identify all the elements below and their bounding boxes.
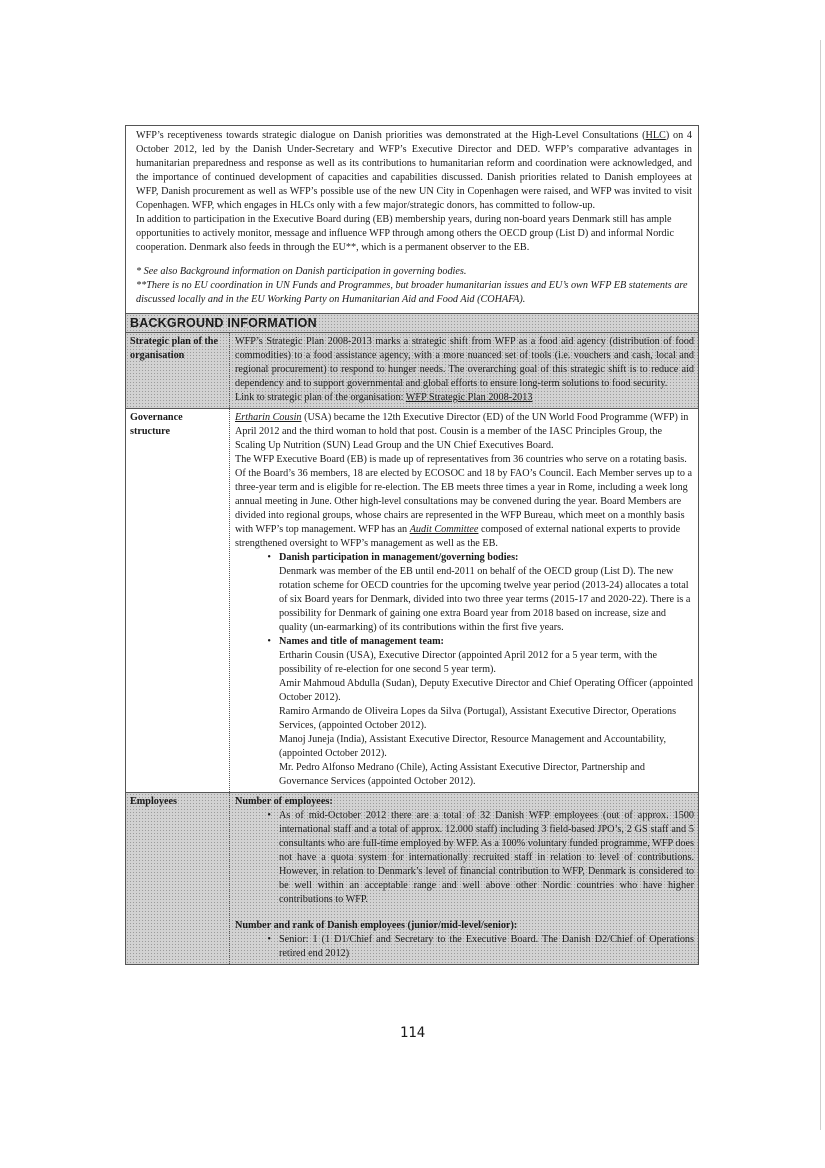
section-heading: BACKGROUND INFORMATION (126, 313, 698, 333)
list-item (235, 809, 694, 907)
management-team-heading: Names and title of management team: (279, 636, 444, 647)
strategic-link-line: Link to strategic plan of the organisation: WFP Strategic Plan 2008-2013 (235, 392, 533, 403)
team-member: Ertharin Cousin (USA), Executive Director (appointed April 2012 for a 5 year term, with the possibility of re-election for one second 5 year term). (279, 650, 657, 675)
bullet-icon: • (267, 810, 271, 821)
audit-committee-link[interactable]: Audit Committee (409, 524, 479, 535)
number-of-employees-heading: Number of employees: (235, 796, 333, 807)
row-content-employees (230, 793, 698, 964)
bullet-icon: • (267, 934, 271, 945)
list-item (235, 551, 694, 635)
bullet-icon: • (267, 636, 271, 647)
list-item (235, 933, 694, 961)
employees-text: As of mid-October 2012 there are a total of 32 Danish WFP employees (out of approx. 1500 international staff and a total of approx. 12.000 staff) including 3 field-based JPO’s, 2 GS staff and 5 consultants who are full-time employed by WFP. As a 100% voluntary funded programme, WFP does not have a quota system for internationally recruited staff in relation to level of contributions. However, in relation to Denmark’s level of financial contribution to WFP, Denmark is considered to be well within an acceptable range and well above other Nordic countries who have higher contributions to WFP. (279, 810, 694, 905)
info-table (125, 125, 699, 965)
team-member: Manoj Juneja (India), Assistant Executive Director, Resource Management and Accountability, (appointed October 2012). (279, 734, 667, 759)
ertharin-cousin-link[interactable]: Ertharin Cousin (235, 412, 302, 423)
hlc-link[interactable]: HLC (645, 130, 666, 141)
intro-paragraph-1: WFP’s receptiveness towards strategic dialogue on Danish priorities was demonstrated at the High-Level Consultations (HLC) on 4 October 2012, led by the Danish Under-Secretary and WFP’s Executive Director and DED. WFP’s comparative advantages in humanitarian preparedness and response as well as its contributions to humanitarian reform and coordination were acknowledged, and the importance of continued development of capacities and capabilities discussed. Danish priorities related to Danish employees at WFP, Danish procurement as well as WFP’s possible use of the new UN City in Copenhagen were raised, and WFP was invited to visit Copenhagen. WFP, which engages in HLCs only with a few major/strategic donors, has committed to follow-up. (136, 130, 692, 211)
rank-text: Senior: 1 (1 D1/Chief and Secretary to the Executive Board. The Danish D2/Chief of Operations retired end 2012) (279, 934, 694, 959)
row-strategic-plan (126, 333, 698, 409)
footnote-2: **There is no EU coordination in UN Funds and Programmes, but broader humanitarian issues and EU’s own WFP EB statements are discussed locally and in the EU Working Party on Humanitarian Aid and Food Aid (COHAFA). (136, 280, 688, 305)
row-label-employees: Employees (126, 793, 230, 964)
governance-paragraph-2: The WFP Executive Board (EB) is made up of representatives from 36 countries who serve on a rotating basis. Of the Board’s 36 members, 18 are elected by ECOSOC and 18 by FAO’s Council. Each Member serves up to a three-year term and is eligible for re-election. The EB meets three times a year in Rome, including a week long annual meeting in June. Other high-level consultations may be convened during the year. Board Members are divided into regional groups, whose chairs are represented in the WFP Bureau, which meet on a monthly basis with WFP’s top management. WFP has an Audit Committee composed of external national experts to provide strengthened oversight to WFP’s management as well as the EB. (235, 454, 693, 549)
bullet-icon: • (267, 552, 271, 563)
team-member: Ramiro Armando de Oliveira Lopes da Silva (Portugal), Assistant Executive Director, Operations Services, (appointed October 2012). (279, 706, 677, 731)
governance-paragraph-1: Ertharin Cousin (USA) became the 12th Executive Director (ED) of the UN World Food Programme (WFP) in April 2012 and the third woman to hold that post. Cousin is a member of the IASC Principles Group, the Scaling Up Nutrition (SUN) Lead Group and the UN Chief Executives Board. (235, 412, 689, 451)
team-member: Amir Mahmoud Abdulla (Sudan), Deputy Executive Director and Chief Operating Officer (appointed October 2012). (279, 678, 693, 703)
row-label-strategic-plan: Strategic plan of the organisation (126, 333, 230, 408)
row-content-strategic-plan (230, 333, 698, 408)
danish-participation-heading: Danish participation in management/governing bodies: (279, 552, 519, 563)
row-governance (126, 409, 698, 793)
row-employees (126, 793, 698, 964)
rank-heading: Number and rank of Danish employees (junior/mid-level/senior): (235, 920, 518, 931)
footnote-1: * See also Background information on Danish participation in governing bodies. (136, 266, 467, 277)
row-label-governance: Governance structure (126, 409, 230, 792)
list-item (235, 635, 694, 789)
strategic-plan-link[interactable]: WFP Strategic Plan 2008-2013 (405, 392, 533, 403)
team-member: Mr. Pedro Alfonso Medrano (Chile), Acting Assistant Executive Director, Partnership and Governance Services (appointed October 2012). (279, 762, 645, 787)
page-number: 114 (399, 1025, 426, 1041)
danish-participation-text: Denmark was member of the EB until end-2011 on behalf of the OECD group (List D). The new rotation scheme for OECD countries for the upcoming twelve year period (2013-24) allocates a total of six Board years for Denmark, divided into two three year terms (2015-17 and 2020-22). There is a possibility for Denmark of gaining one extra Board year from 2018 based on increase, size and quality (un-earmarking) of its contributions within the first five years. (279, 566, 691, 633)
intro-paragraph-2: In addition to participation in the Executive Board during (EB) membership years, during non-board years Denmark still has ample opportunities to actively monitor, message and influence WFP through among others the OECD group (List D) and informal Nordic cooperation. Denmark also feeds in through the EU**, which is a permanent observer to the EB. (136, 214, 675, 253)
strategic-text: WFP’s Strategic Plan 2008-2013 marks a strategic shift from WFP as a food aid agency (distribution of food commodities) to a food assistance agency, with a more nuanced set of tools (i.e. vouchers and cash, local and regional procurement) to respond to hunger needs. The overarching goal of this strategic shift is to reduce aid dependency and to support governmental and global efforts to ensure long-term solutions to food security. (235, 336, 694, 389)
scan-edge (820, 40, 821, 1130)
intro-section (126, 126, 698, 313)
row-content-governance (230, 409, 698, 792)
